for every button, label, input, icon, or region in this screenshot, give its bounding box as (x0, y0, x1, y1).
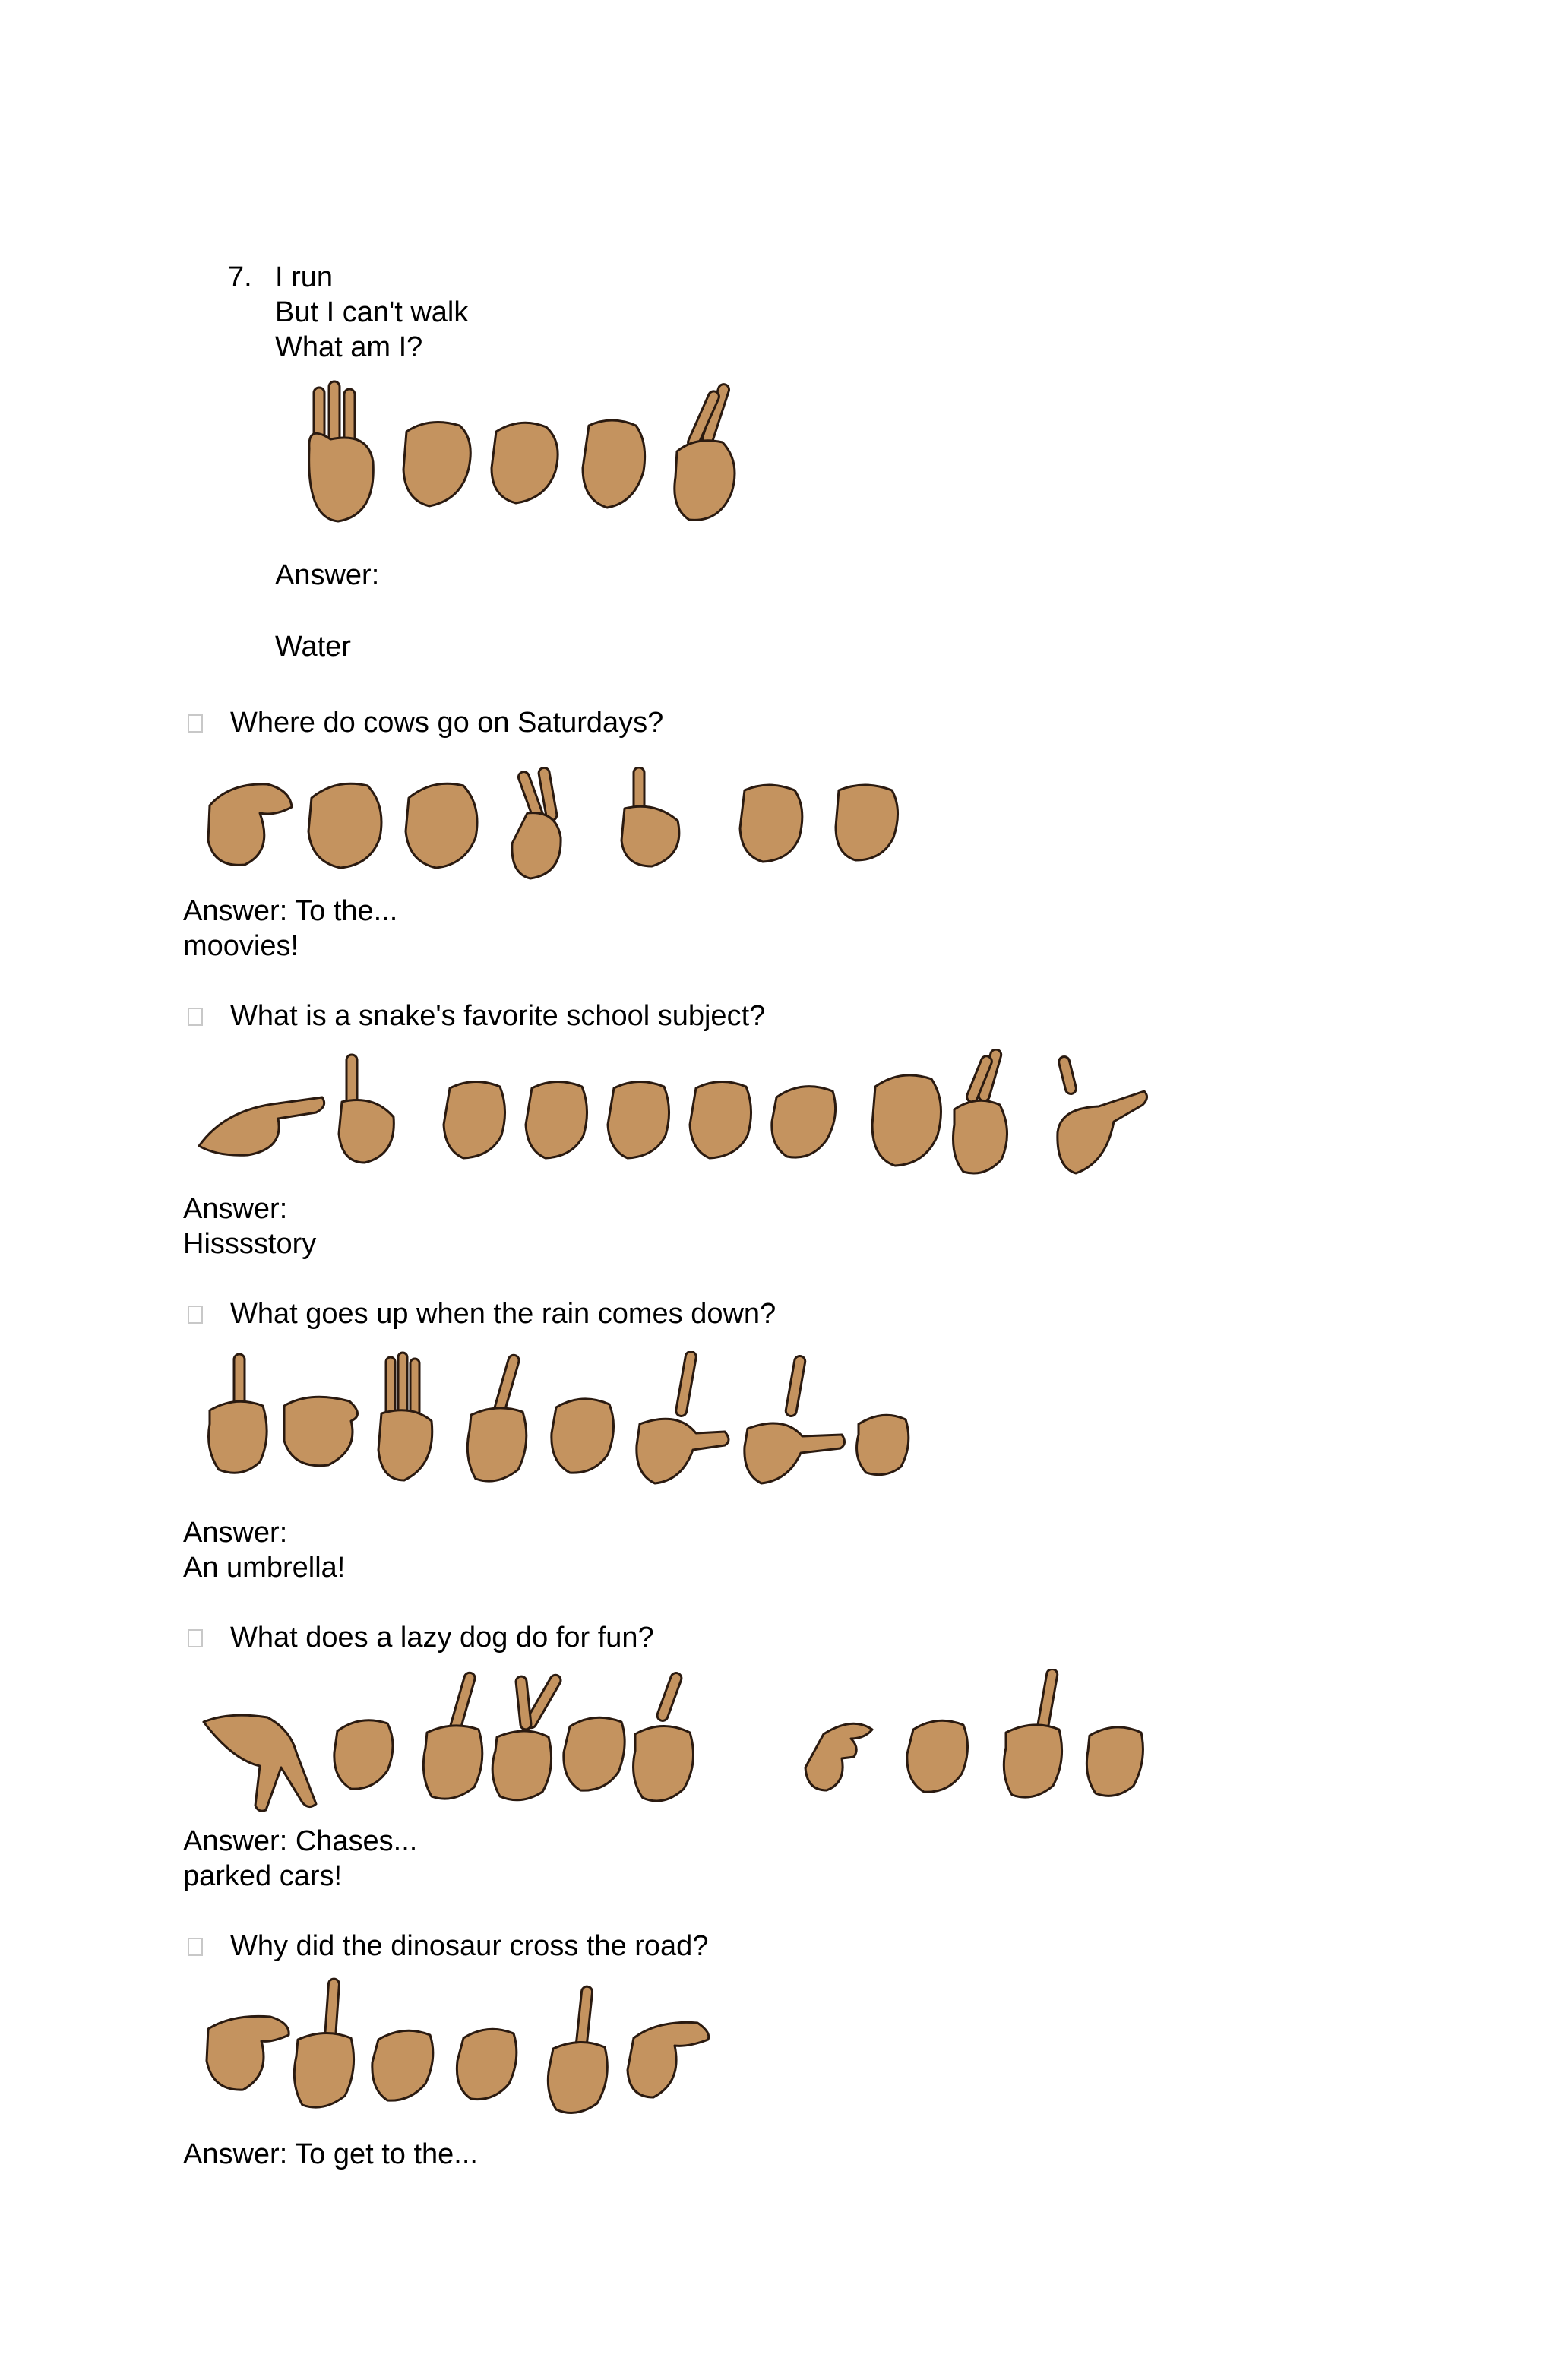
bullet-icon (188, 1938, 203, 1956)
question-lazy-dog: What does a lazy dog do for fun? (230, 1622, 654, 1654)
riddle-line-3: What am I? (275, 331, 423, 363)
sign-language-hands-moovies (199, 767, 913, 889)
bullet-icon (188, 1306, 203, 1324)
answer-dinosaur-line-1: Answer: To get to the... (183, 2138, 478, 2170)
answer-snake-line-2: Hisssstory (183, 1228, 317, 1260)
answer-rain-line-2: An umbrella! (183, 1552, 346, 1584)
question-cows: Where do cows go on Saturdays? (230, 707, 664, 739)
question-dinosaur: Why did the dinosaur cross the road? (230, 1930, 709, 1962)
answer-text: Water (275, 631, 351, 663)
sign-language-hands-umbrella (199, 1351, 928, 1488)
answer-snake-line-1: Answer: (183, 1193, 288, 1225)
answer-cows-line-1: Answer: To the... (183, 895, 398, 927)
bullet-icon (188, 714, 203, 733)
answer-cows-line-2: moovies! (183, 930, 299, 962)
answer-label: Answer: (275, 559, 380, 591)
answer-rain-line-1: Answer: (183, 1517, 288, 1549)
riddle-line-2: But I can't walk (275, 296, 469, 328)
answer-lazy-dog-line-2: parked cars! (183, 1860, 343, 1892)
sign-language-hands-chases-cars (199, 1669, 1149, 1821)
question-snake: What is a snake's favorite school subject? (230, 1000, 766, 1032)
bullet-icon (188, 1008, 203, 1026)
question-rain: What goes up when the rain comes down? (230, 1298, 776, 1330)
riddle-line-1: I run (275, 261, 334, 293)
riddle-number: 7. (228, 261, 252, 293)
sign-language-hands-history (194, 1049, 1159, 1185)
bullet-icon (188, 1629, 203, 1647)
sign-language-hands-water (300, 378, 756, 530)
sign-language-hands-other-side (199, 1976, 731, 2120)
answer-lazy-dog-line-1: Answer: Chases... (183, 1825, 418, 1857)
